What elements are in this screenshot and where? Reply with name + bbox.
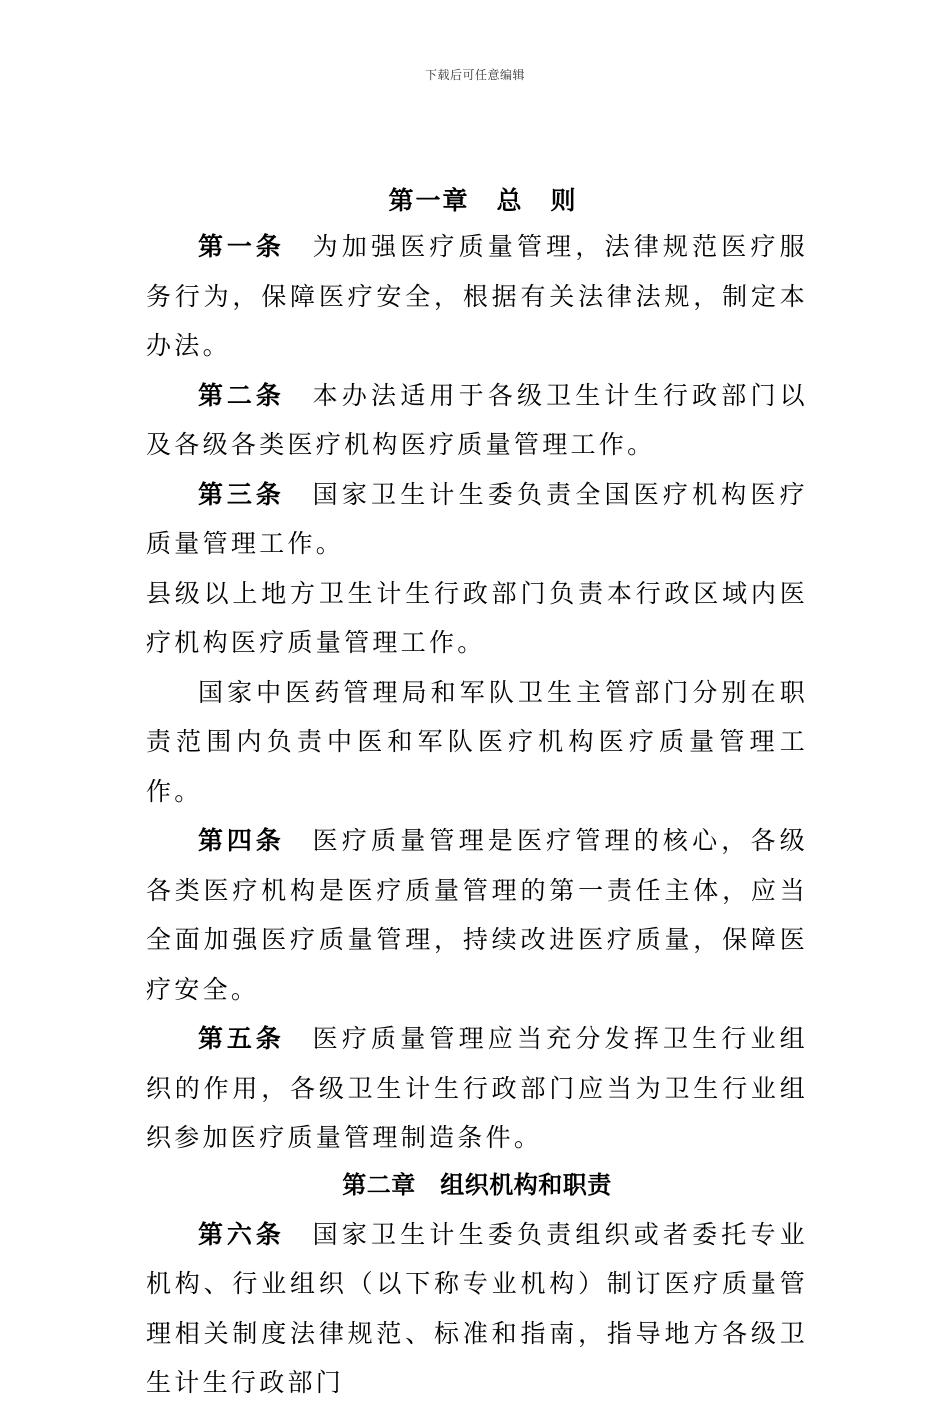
article-2-label: 第二条 [198,380,285,410]
article-3-paragraph-3: 国家中医药管理局和军队卫生主管部门分别在职责范围内负责中医和军队医疗机构医疗质量管理工作。 [146,677,808,806]
header-note: 下载后可任意编辑 [424,68,525,82]
article-3-text: 国家卫生计生委负责全国医疗机构医疗质量管理工作。 [146,479,808,558]
article-5-text: 医疗质量管理应当充分发挥卫生行业组织的作用，各级卫生计生行政部门应当为卫生行业组织参加医疗质量管理制造条件。 [146,1024,808,1152]
chapter-1-title: 第一章 总 则 [388,186,578,215]
article-4 [146,816,808,1014]
article-4-label: 第四条 [198,826,285,855]
article-6 [146,1210,808,1408]
document-body [146,180,808,1408]
article-1-text: 为加强医疗质量管理，法律规范医疗服务行为，保障医疗安全，根据有关法律法规，制定本办法。 [146,232,808,360]
article-2 [146,371,808,470]
article-3-label: 第三条 [198,479,285,509]
article-5-label: 第五条 [198,1024,285,1053]
chapter-2-title: 第二章 组织机构和职责 [342,1169,612,1199]
article-4-text: 医疗质量管理是医疗管理的核心，各级各类医疗机构是医疗质量管理的第一责任主体，应当全面加强医疗质量管理，持续改进医疗质量，保障医疗安全。 [146,826,808,1004]
article-5 [146,1014,808,1163]
article-6-text: 国家卫生计生委负责组织或者委托专业机构、行业组织（以下称专业机构）制订医疗质量管理相关制度法律规范、标准和指南，指导地方各级卫生计生行政部门 [146,1219,808,1397]
article-1 [146,222,808,371]
article-3-paragraph-2: 县级以上地方卫生计生行政部门负责本行政区域内医疗机构医疗质量管理工作。 [146,578,808,657]
article-2-text: 本办法适用于各级卫生计生行政部门以及各级各类医疗机构医疗质量管理工作。 [146,380,808,459]
article-6-label: 第六条 [198,1219,285,1249]
article-3 [146,470,808,569]
article-1-label: 第一条 [198,232,285,261]
